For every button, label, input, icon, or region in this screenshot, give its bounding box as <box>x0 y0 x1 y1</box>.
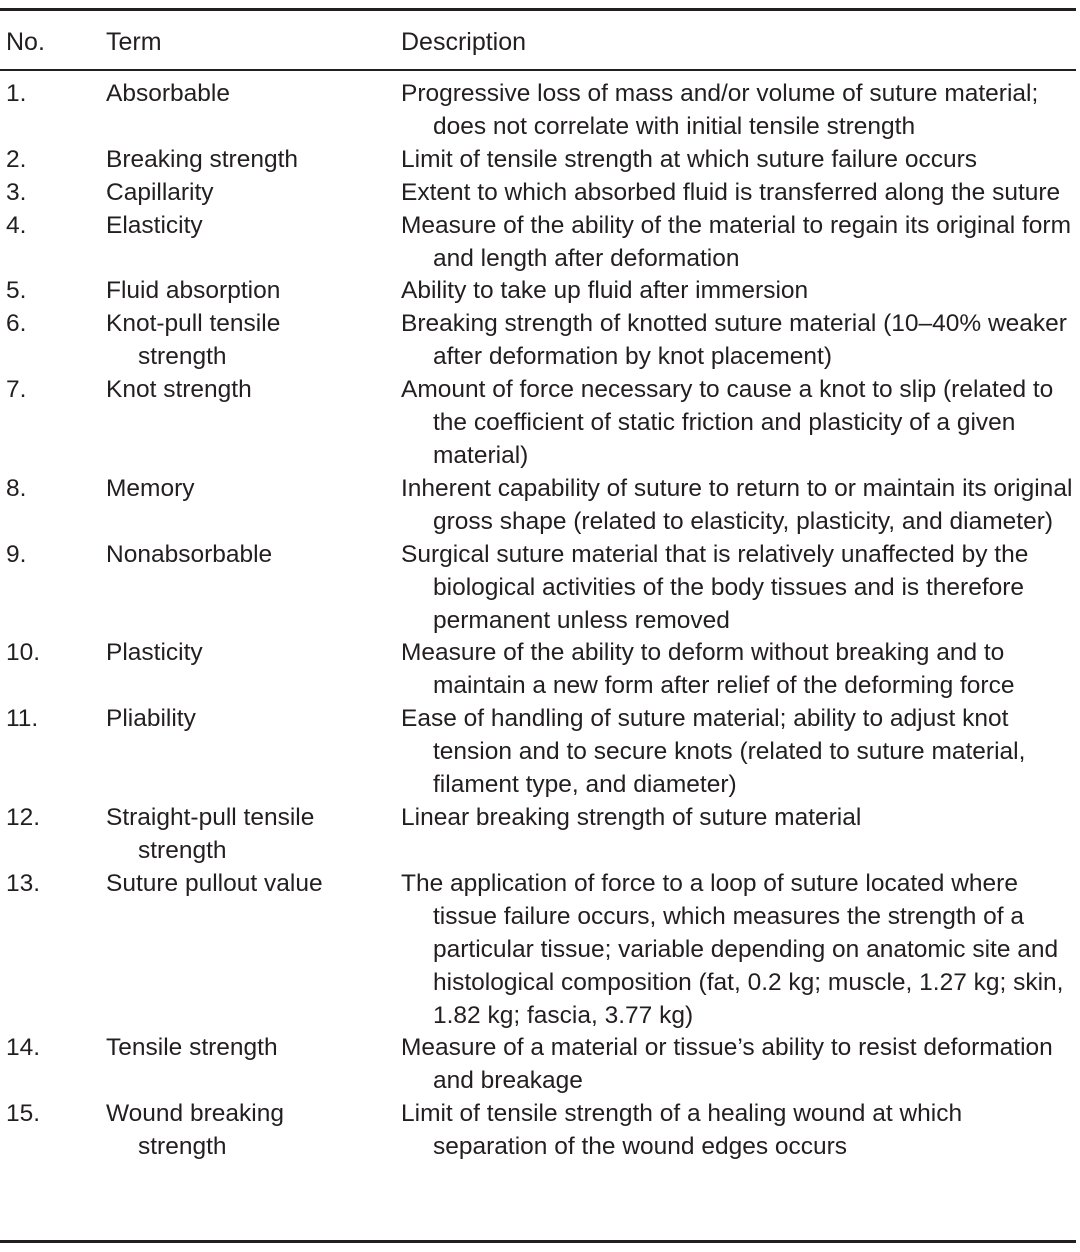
row-number: 14. <box>6 1034 41 1062</box>
header-no: No. <box>6 28 45 56</box>
row-description: Progressive loss of mass and/or volume of suture material; does not correlate with initial tensile strength <box>401 80 1039 140</box>
table-row <box>0 1032 1076 1098</box>
row-term: Tensile strength <box>106 1034 278 1062</box>
row-description: Surgical suture material that is relatively unaffected by the biological activities of the body tissues and is therefore permanent unless removed <box>401 540 1029 634</box>
row-description: Extent to which absorbed fluid is transferred along the suture <box>401 178 1061 206</box>
table-row <box>0 144 1076 177</box>
row-description: Linear breaking strength of suture material <box>401 803 862 831</box>
header-description: Description <box>401 28 527 56</box>
row-number: 8. <box>6 474 27 502</box>
row-term: Wound breaking strength <box>106 1100 284 1161</box>
row-term: Suture pullout value <box>106 869 323 897</box>
row-description: Measure of the ability of the material to regain its original form and length after deformation <box>401 211 1071 272</box>
table-row <box>0 275 1076 308</box>
row-number: 15. <box>6 1100 41 1128</box>
table-top-rule <box>0 8 1076 11</box>
row-number: 3. <box>6 178 27 206</box>
row-number: 9. <box>6 540 27 568</box>
table-row <box>0 637 1076 703</box>
row-term: Fluid absorption <box>106 277 281 305</box>
table-row <box>0 78 1076 144</box>
row-number: 4. <box>6 211 27 239</box>
table-row <box>0 868 1076 1033</box>
row-number: 7. <box>6 376 27 404</box>
row-term: Breaking strength <box>106 145 299 173</box>
row-term: Straight-pull tensile strength <box>106 803 315 864</box>
table-row <box>0 539 1076 638</box>
row-number: 6. <box>6 310 27 338</box>
table-row <box>0 374 1076 473</box>
table-header-rule <box>0 69 1076 71</box>
row-description: Ability to take up fluid after immersion <box>401 277 809 305</box>
table-row <box>0 177 1076 210</box>
row-description: Measure of the ability to deform without breaking and to maintain a new form after relief of the deforming force <box>401 639 1015 700</box>
table-row <box>0 802 1076 868</box>
row-term: Knot-pull tensile strength <box>106 310 281 371</box>
row-description: Measure of a material or tissue’s ability to resist deformation and breakage <box>401 1034 1053 1095</box>
table-bottom-rule <box>0 1240 1076 1243</box>
row-description: Limit of tensile strength of a healing wound at which separation of the wound edges occurs <box>401 1100 963 1161</box>
table-row <box>0 308 1076 374</box>
row-number: 1. <box>6 80 27 107</box>
table-row <box>0 703 1076 802</box>
row-number: 13. <box>6 869 41 897</box>
row-term: Absorbable <box>106 80 230 107</box>
table-header-row <box>0 24 1076 60</box>
row-term: Memory <box>106 474 195 502</box>
table-row <box>0 210 1076 276</box>
row-description: The application of force to a loop of suture located where tissue failure occurs, which measures the strength of a particular tissue; variable depending on anatomic site and histological composition (fat, 0.2 kg; muscle, 1.27 kg; skin, 1.82 kg; fascia, 3.77 kg) <box>401 869 1064 1029</box>
row-description: Amount of force necessary to cause a knot to slip (related to the coefficient of static friction and plasticity of a given material) <box>401 376 1054 469</box>
row-term: Pliability <box>106 705 196 733</box>
row-description: Breaking strength of knotted suture material (10–40% weaker after deformation by knot placement) <box>401 310 1067 371</box>
row-number: 12. <box>6 803 41 831</box>
row-term: Knot strength <box>106 376 252 404</box>
row-description: Ease of handling of suture material; ability to adjust knot tension and to secure knots (related to suture material, filament type, and diameter) <box>401 705 1026 799</box>
row-term: Nonabsorbable <box>106 540 273 568</box>
row-term: Plasticity <box>106 639 203 667</box>
row-description: Inherent capability of suture to return to or maintain its original gross shape (related to elasticity, plasticity, and diameter) <box>401 474 1073 535</box>
header-term: Term <box>106 28 162 56</box>
row-term: Elasticity <box>106 211 203 239</box>
row-number: 5. <box>6 277 27 305</box>
table-body <box>0 78 1076 1164</box>
row-number: 11. <box>6 705 39 733</box>
table-row <box>0 473 1076 539</box>
row-description: Limit of tensile strength at which suture failure occurs <box>401 145 978 173</box>
table-row <box>0 1098 1076 1164</box>
row-number: 2. <box>6 145 27 173</box>
row-term: Capillarity <box>106 178 214 206</box>
row-number: 10. <box>6 639 41 667</box>
